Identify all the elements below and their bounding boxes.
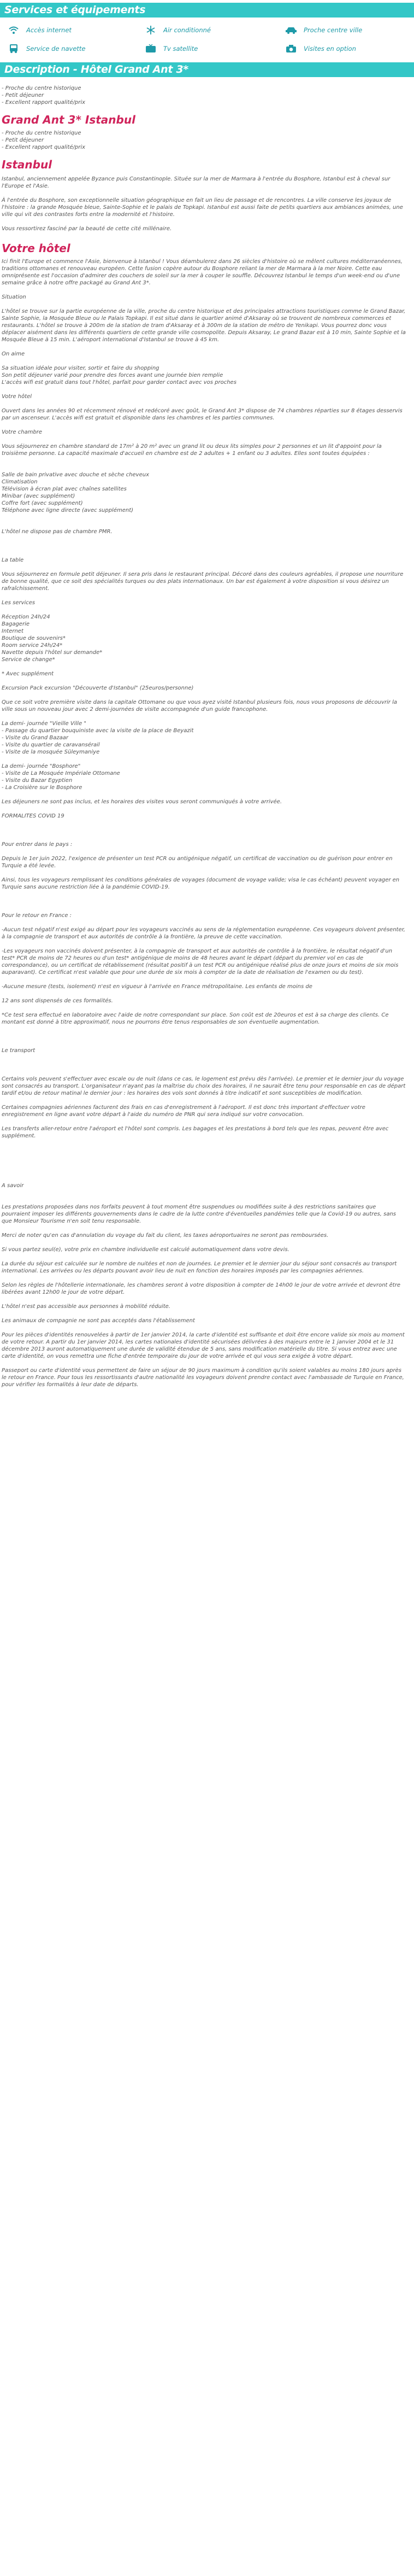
aime-label: On aime [2,351,25,357]
bosphore-item: - Visite du Bazar Egyptien [2,778,73,784]
chambre-equipment: Téléphone avec ligne directe (avec supplément) [2,507,134,513]
service-item: Bagagerie [2,621,30,627]
entree-paragraph: Depuis le 1er juin 2022, l'exigence de présenter un test PCR ou antigénique négatif, un certificat de vaccination ou de guérison pour entrer en Turquie a été levée. [2,856,393,869]
covid-label: FORMALITES COVID 19 [2,813,64,819]
chambre-equipment: Télévision à écran plat avec chaînes satellites [2,486,127,492]
vieille-ville-item: - Visite du Grand Bazaar [2,735,68,741]
situation-label: Situation [2,294,26,300]
amenity-visits [284,43,414,54]
wifi-icon [7,25,21,36]
istanbul-paragraph: Istanbul, anciennement appelée Byzance puis Constantinople. Située sur la mer de Marmara à l'entrée du Bosphore, Istanbul est à cheval sur l'Europe et l'Asie. [2,176,391,189]
savoir-paragraph: Selon les règles de l'hôtellerie internationale, les chambres seront à votre disposition à compter de 14h00 le jour de votre arrivée et devront être libérées avant 12h00 le jour de votre départ. [2,1282,400,1295]
pmr-note: L'hôtel ne dispose pas de chambre PMR. [2,529,113,535]
hotel-heading: Grand Ant 3* Istanbul [2,113,135,126]
bus-icon [7,43,21,54]
excursion-title: Excursion Pack excursion "Découverte d'Istanbul" (25euros/personne) [2,685,194,691]
snowflake-icon [144,25,158,36]
highlight-item: - Proche du centre historique [2,85,81,91]
transport-paragraph: Certaines compagnies aériennes facturent des frais en cas d'enregistrement à l'aéroport. Il est donc très important d'effectuer votre enregistrement en ligne avant votre départ à l'aide du numéro de PNR qui sera indiqué sur votre convocation. [2,1105,365,1118]
amenity-label: Visites en option [304,45,356,52]
tv-icon [144,43,158,54]
chambre-equipment: Minibar (avec supplément) [2,493,75,499]
savoir-paragraph: Merci de noter qu'en cas d'annulation du voyage du fait du client, les taxes aéroportuaires ne seront pas remboursées. [2,1232,329,1239]
hotel-paragraph: Ici finit l'Europe et commence l'Asie, bienvenue à Istanbul ! Vous déambulerez dans 26 siècles d'histoire où se mêlent cultures méditerranéennes, traditions ottomanes et renouveau européen. Cette fusion copère autour du Bosphore reliant la mer de Marmara à la mer Noire. Cette eau omniprésente est l'occasion d'admirer des couchers de soleil sur la mer à couper le souffle. Découvrez Istanbul le temps d'un week-end ou d'une semaine grâce à notre offre packagé au Grand Ant 3*. [2,259,403,286]
chambre-equipment: Coffre fort (avec supplément) [2,500,83,506]
vieille-ville-item: - Visite de la mosquée Süleymaniye [2,749,100,755]
retour-paragraph: -Aucune mesure (tests, isolement) n'est en vigueur à l'arrivée en France métropolitaine. Les enfants de moins de [2,984,312,990]
transport-paragraph: Les transferts aller-retour entre l'aéroport et l'hôtel sont compris. Les bagages et les prestations à bord tels que les repas, peuvent être avec supplément. [2,1126,389,1139]
car-icon [284,25,298,36]
istanbul-heading: Istanbul [2,158,52,171]
amenity-label: Accès internet [26,26,72,34]
entree-label: Pour entrer dans le pays : [2,842,73,848]
savoir-paragraph: La durée du séjour est calculée sur le nombre de nuitées et non de journées. Le premier et le dernier jour du séjour sont consacrés au transport international. Les arrivées ou les départs pouvant avoir lieu de nuit en fonction des horaires imposés par les compagnies aériennes. [2,1261,397,1274]
amenity-city-center [284,25,414,36]
aime-item: L'accès wifi est gratuit dans tout l'hôtel, parfait pour garder contact avec vos proches [2,379,236,385]
highlight-item: - Proche du centre historique [2,130,81,136]
amenity-label: Service de navette [26,45,86,52]
retour-paragraph: 12 ans sont dispensés de ces formalités. [2,998,113,1004]
savoir-paragraph: L'hôtel n'est pas accessible aux personnes à mobilité réduite. [2,1304,170,1310]
chambre-paragraph: Vous séjournerez en chambre standard de 17m² à 20 m² avec un grand lit ou deux lits simples pour 2 personnes et un lit d'appoint pour la troisième personne. La capacité maximale d'accueil en chambre est de 2 adultes + 1 enfant ou 3 adultes. Elles sont toutes équipées : [2,443,382,457]
vieille-ville-title: La demi- journée "Vieille Ville " [2,721,86,727]
retour-paragraph: -Les voyageurs non vaccinés doivent présenter, à la compagnie de transport et aux autorités de contrôle à la frontière, le résultat négatif d'un test* PCR de moins de 72 heures ou d'un test* antigénique de moins de 48 heures avant le départ (départ du premier vol en cas de correspondance), ou un certificat de rétablissement (résultat positif à un test PCR ou antigénique réalisé plus de onze jours et moins de six mois auparavant). Ce certificat n'est valable que pour une durée de six mois à compter de la date de réalisation de l'examen ou du test). [2,948,399,976]
supplement-note: * Avec supplément [2,671,54,677]
aime-item: Sa situation idéale pour visiter, sortir et faire du shopping [2,365,159,371]
amenity-label: Tv satellite [163,45,198,52]
description-title: Description - Hôtel Grand Ant 3* [0,62,414,77]
savoir-paragraph: Si vous partez seul(e), votre prix en chambre individuelle est calculé automatiquement dans votre devis. [2,1247,289,1253]
amenities-grid [0,17,414,54]
highlight-item: - Petit déjeuner [2,137,44,143]
amenity-satellite-tv [144,43,284,54]
table-paragraph: Vous séjournerez en formule petit déjeuner. Il sera pris dans le restaurant principal. Décoré dans des couleurs agréables, il propose une nourriture de bonne qualité, que ce soit des spécialités turques ou des plats internationaux. Un bar est également à votre disposition si vous désirez un rafraîchissement. [2,571,404,592]
savoir-paragraph: Les animaux de compagnie ne sont pas acceptés dans l'établissement [2,1318,195,1324]
service-item: Réception 24h/24 [2,614,50,620]
votre-hotel-heading: Votre hôtel [2,242,70,255]
amenity-label: Air conditionné [163,26,211,34]
description-content [0,77,406,1388]
service-item: Navette depuis l'hôtel sur demande* [2,650,103,656]
retour-paragraph: -Aucun test négatif n'est exigé au départ pour les voyageurs vaccinés au sens de la réglementation européenne. Ces voyageurs doivent présenter, à la compagnie de transport et aux autorités de contrôle à la frontière, la preuve de cette vaccination. [2,927,405,940]
savoir-paragraph: Les prestations proposées dans nos forfaits peuvent à tout moment être suspendues ou modifiées suite à des restrictions sanitaires que pourraient imposer les différents gouvernements dans le cadre de la lutte contre d'éventuelles pandémies telle que la Covid-19 ou autres, sans que Monsieur Tourisme n'en soit tenu responsable. [2,1204,396,1224]
istanbul-paragraph: Vous ressortirez fasciné par la beauté de cette cité millénaire. [2,226,172,232]
chambre-label: Votre chambre [2,429,43,435]
bosphore-item: - Visite de La Mosquée Impériale Ottomane [2,770,120,776]
savoir-paragraph: Passeport ou carte d'identité vous permettent de faire un séjour de 90 jours maximum à condition qu'ils soient valables au moins 180 jours après le retour en France. Pour tous les ressortissants d'autre nationalité les voyageurs doivent prendre contact avec l'ambassade de Turquie en France, pour vérifier les formalités à leur date de départs. [2,1368,404,1388]
transport-label: Le transport [2,1048,36,1054]
highlight-item: - Excellent rapport qualité/prix [2,100,86,106]
vieille-ville-item: - Visite du quartier de caravansérail [2,742,100,748]
services-label: Les services [2,600,36,606]
chambre-equipment: Climatisation [2,479,38,485]
amenity-shuttle [7,43,144,54]
savoir-paragraph: Pour les pièces d'identités renouvelées à partir de 1er janvier 2014, la carte d'identité est suffisante et doit être encore valide six mois au moment de votre retour. A partir du 1er janvier 2014, les cartes nationales d'identité sécurisées délivrées à des majeurs entre le 1 janvier 2004 et le 31 décembre 2013 auront automatiquement une durée de validité étendue de 5 ans, sans modification matérielle du titre. Si vous entrez avec une carte d'identité, on vous remettra une fiche d'entrée temporaire du jour de votre arrivée et qui vous sera exigée à votre départ. [2,1332,405,1359]
istanbul-paragraph: À l'entrée du Bosphore, son exceptionnelle situation géographique en fait un lieu de passage et de rencontres. La ville conserve les joyaux de l'histoire : la grande Mosquée bleue, Sainte-Sophie et le palais de Topkapi. Istanbul est aussi faite de petits quartiers aux ambiances animées, une ville qui vit des contrastes forts entre la modernité et l'histoire. [2,197,403,218]
retour-paragraph: *Ce test sera effectué en laboratoire avec l'aide de notre correspondant sur place. Son coût est de 20euros et est à sa charge des clients. Ce montant est donné à titre approximatif, nous ne pourrons être tenus responsables de son éventuelle augmentation. [2,1012,389,1025]
amenity-internet [7,25,144,36]
dejeuners-note: Les déjeuners ne sont pas inclus, et les horaires des visites vous seront communiqués à votre arrivée. [2,799,282,805]
savoir-label: A savoir [2,1183,24,1189]
vieille-ville-item: - Passage du quartier bouquiniste avec la visite de la place de Beyazit [2,728,194,734]
services-section [0,3,414,54]
retour-label: Pour le retour en France : [2,913,72,919]
situation-paragraph: L'hôtel se trouve sur la partie européenne de la ville, proche du centre historique et des principales attractions touristiques comme le Grand Bazar, Sainte Sophie, la Mosquée Bleue ou le Palais Topkapi. Il est situé dans le quartier animé d'Aksaray où se trouvent de nombreux commerces et restaurants. L'hôtel se trouve à 200m de la station de tram d'Aksaray et à 300m de la station de métro de Yenikapi. Vous pourrez donc vous déplacer aisément dans les différents quartiers de cette grande ville cosmopolite. Depuis Aksaray, Le grand Bazar est à 10 min, Sainte Sophie et la Mosquée Bleue à 15 min. L'aéroport international d'Istanbul se trouve à 45 km. [2,308,406,343]
entree-paragraph: Ainsi, tous les voyageurs remplissant les conditions générales de voyages (document de voyage valide; visa le cas échéant) peuvent voyager en Turquie sans aucune restriction liée à la pandémie COVID-19. [2,877,400,890]
aime-item: Son petit déjeuner varié pour prendre des forces avant une journée bien remplie [2,372,223,378]
amenity-air-conditioning [144,25,284,36]
chambre-equipment: Salle de bain privative avec douche et sèche cheveux [2,472,149,478]
camera-icon [284,43,298,54]
excursion-paragraph: Que ce soit votre première visite dans la capitale Ottomane ou que vous ayez visité Istanbul plusieurs fois, nous vous proposons de découvrir la ville sous un nouveau jour avec 2 demi-journées de visite accompagnée d'un guide francophone. [2,699,397,712]
hotel-label: Votre hôtel [2,394,32,400]
service-item: Boutique de souvenirs* [2,635,66,641]
highlight-item: - Petit déjeuner [2,92,44,98]
bosphore-title: La demi- journée "Bosphore" [2,763,81,769]
services-title: Services et équipements [0,3,414,17]
bosphore-item: - La Croisière sur le Bosphore [2,785,82,791]
service-item: Room service 24h/24* [2,642,63,649]
amenity-label: Proche centre ville [304,26,363,34]
hotel-paragraph: Ouvert dans les années 90 et récemment rénové et redécoré avec goût, le Grand Ant 3* dispose de 74 chambres réparties sur 8 étages desservis par un ascenseur. L'accès wifi est gratuit et disponible dans les chambres et les parties communes. [2,408,403,421]
transport-paragraph: Certains vols peuvent s'effectuer avec escale ou de nuit (dans ce cas, le logement est prévu dès l'arrivée). Le premier et le dernier jour du voyage sont consacrés au transport. L'organisateur n'ayant pas la maîtrise du choix des horaires, il ne saurait être tenu pour responsable en cas de départ tardif et/ou de retour matinal le dernier jour : les horaires des vols sont donnés à titre indicatif et sont susceptibles de modification. [2,1076,406,1096]
service-item: Internet [2,628,23,634]
service-item: Service de change* [2,657,55,663]
table-label: La table [2,557,24,563]
highlight-item: - Excellent rapport qualité/prix [2,144,86,150]
